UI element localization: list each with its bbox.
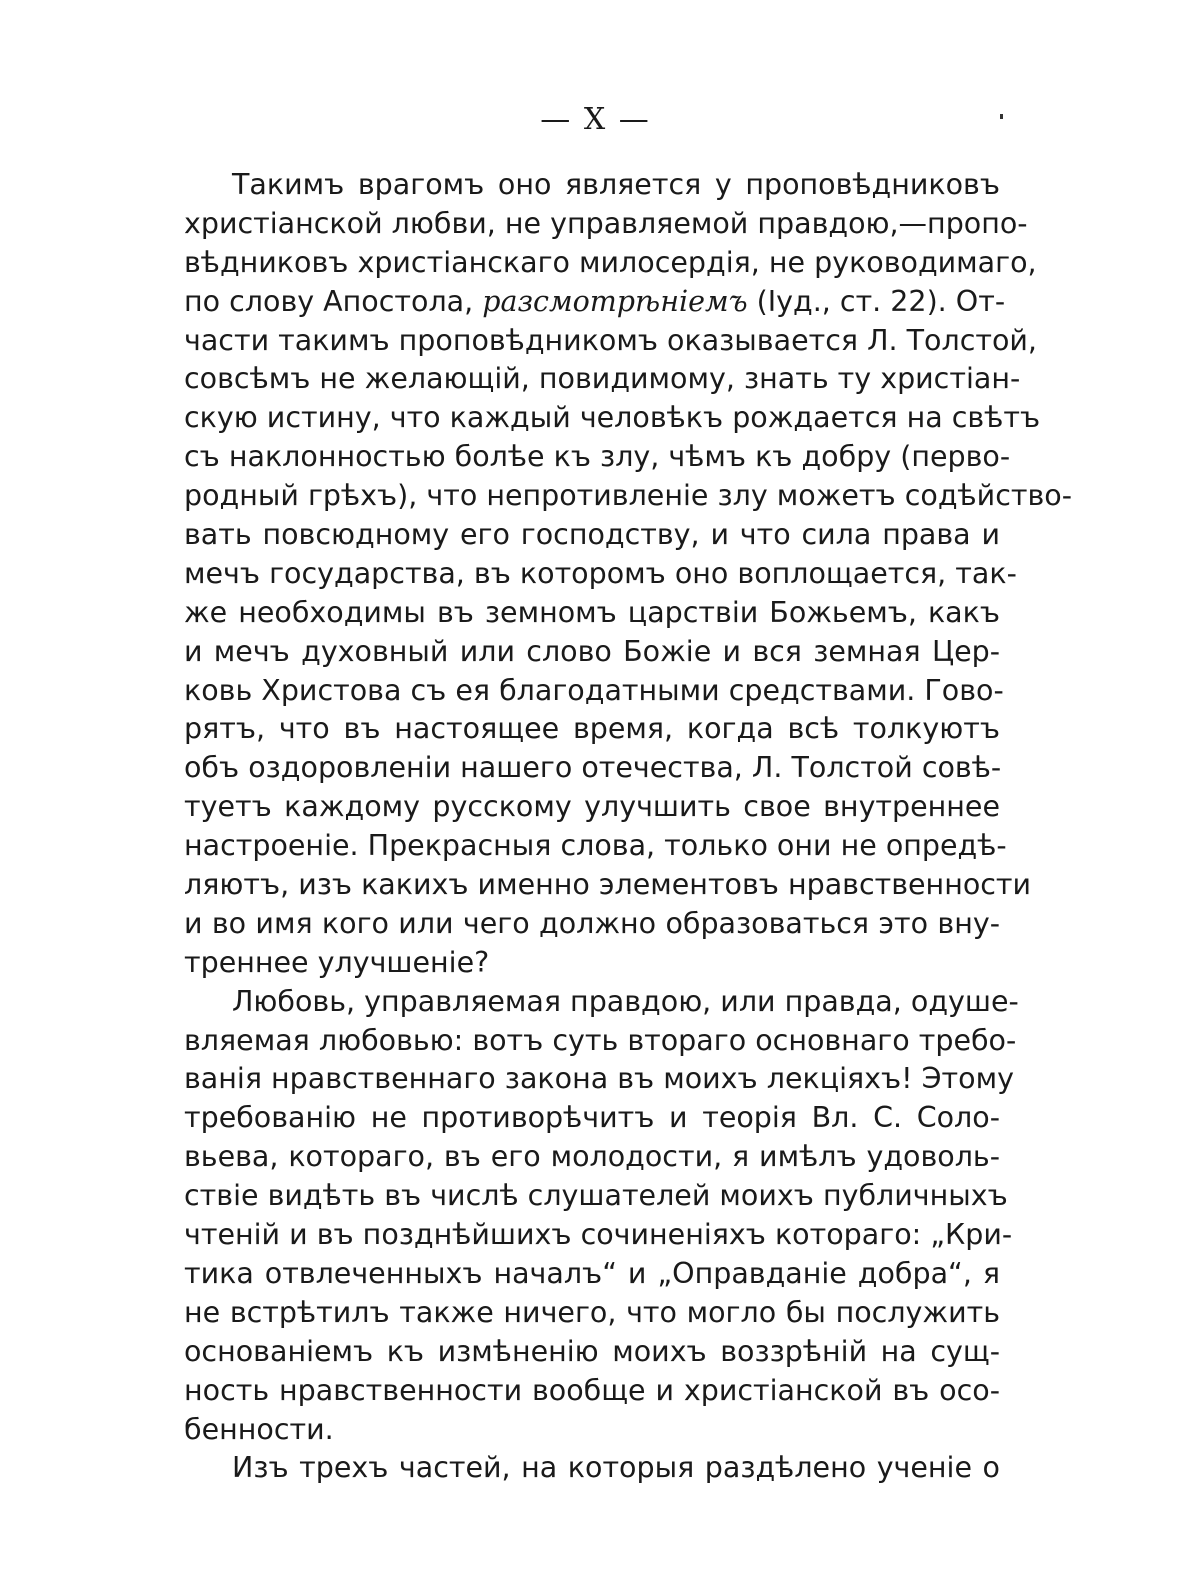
text-line: [184, 1022, 1017, 1061]
line-text: чтеній и въ позднѣйшихъ сочиненіяхъ котораго: „Кри-: [184, 1218, 1013, 1252]
text-line: [184, 555, 1017, 594]
text-line: [184, 672, 1004, 711]
line-text: по слову Апостола,: [184, 284, 483, 318]
text-line: [184, 322, 1037, 361]
text-line: [184, 1449, 1000, 1488]
line-text: же необходимы въ земномъ царствіи Божьемъ, какъ: [184, 595, 1000, 629]
text-line: [184, 1177, 1008, 1216]
line-text: ствіе видѣть въ числѣ слушателей моихъ публичныхъ: [184, 1179, 1008, 1213]
line-text: настроеніе. Прекрасныя слова, только они не опредѣ-: [184, 829, 1007, 863]
text-line: [184, 399, 1041, 438]
line-text: основаніемъ къ измѣненію моихъ воззрѣній на сущ-: [184, 1334, 1000, 1368]
line-text: и мечъ духовный или слово Божіе и вся земная Цер-: [184, 634, 1000, 668]
line-text: ковь Христова съ ея благодатными средствами. Гово-: [184, 673, 1004, 707]
line-text: части такимъ проповѣдникомъ оказывается Л. Толстой,: [184, 323, 1037, 357]
line-text: мечъ государства, въ которомъ оно воплощается, так-: [184, 556, 1017, 590]
line-text: треннее улучшеніе?: [184, 945, 490, 979]
line-text: требованію не противорѣчитъ и теорія Вл. С. Соло-: [184, 1101, 1000, 1135]
line-text: вьева, котораго, въ его молодости, я имѣлъ удоволь-: [184, 1140, 1000, 1174]
line-text: родный грѣхъ), что непротивленіе злу можетъ содѣйство-: [184, 479, 1072, 513]
scan-speck: [1000, 114, 1003, 119]
text-line: [184, 1372, 1000, 1411]
text-line: [184, 1411, 1000, 1450]
text-line: [184, 1255, 1000, 1294]
line-text: Любовь, управляемая правдою, или правда, одуше-: [232, 984, 1019, 1018]
text-line: [184, 633, 1000, 672]
line-text: вляемая любовью: вотъ суть вторaго основнаго требо-: [184, 1023, 1017, 1057]
line-text: ность нравственности вообще и христіанской въ осо-: [184, 1373, 1000, 1407]
text-line: [184, 749, 1000, 788]
italic-term: разсмотрѣніемъ: [482, 284, 748, 318]
line-text: вать повсюдному его господству, и что сила права и: [184, 518, 1000, 552]
text-line: [184, 983, 1019, 1022]
text-line: [184, 360, 1021, 399]
line-text: съ наклонностью болѣе къ злу, чѣмъ къ добру (перво-: [184, 440, 1011, 474]
line-text: Изъ трехъ частей, на которыя раздѣлено ученіе о: [232, 1451, 1000, 1485]
page-number: — X —: [540, 102, 651, 137]
text-block: [184, 166, 1072, 1488]
line-text: Такимъ врагомъ оно является у проповѣдниковъ: [232, 168, 1000, 201]
line-text: скую истину, что каждый человѣкъ рождается на свѣтъ: [184, 401, 1041, 435]
text-line: [184, 283, 1006, 322]
line-text: вѣдниковъ христіанскаго милосердія, не руководимаго,: [184, 245, 1037, 279]
text-line: [184, 594, 1000, 633]
line-text: тика отвлеченныхъ началъ“ и „Оправданіе добра“, я: [184, 1256, 1000, 1290]
line-text: ляютъ, изъ какихъ именно элементовъ нравственности: [184, 868, 1032, 902]
text-line: [184, 477, 1072, 516]
line-text: рятъ, что въ настоящее время, когда всѣ толкуютъ: [184, 712, 1000, 746]
text-line: [184, 1060, 1014, 1099]
text-line: [184, 905, 1000, 944]
line-text: не встрѣтилъ также ничего, что могло бы послужить: [184, 1295, 1000, 1329]
text-line: [184, 166, 1000, 205]
line-text: (Іуд., ст. 22). От-: [747, 284, 1006, 318]
text-line: [184, 944, 1000, 983]
text-line: [184, 827, 1007, 866]
text-line: [184, 244, 1037, 283]
text-line: [184, 1333, 1000, 1372]
line-text: туетъ каждому русскому улучшить свое внутреннее: [184, 790, 1000, 824]
text-line: [184, 516, 1000, 555]
text-line: [184, 710, 1000, 749]
text-line: [184, 788, 1000, 827]
text-line: [184, 1294, 1000, 1333]
line-text: совсѣмъ не желающій, повидимому, знать ту христіан-: [184, 362, 1021, 396]
text-line: [184, 1216, 1013, 1255]
line-text: бенности.: [184, 1412, 334, 1446]
text-line: [184, 438, 1011, 477]
text-line: [184, 1099, 1000, 1138]
text-line: [184, 1138, 1000, 1177]
text-line: [184, 866, 1032, 905]
text-line: [184, 205, 1028, 244]
line-text: и во имя кого или чего должно образоваться это вну-: [184, 906, 1000, 940]
line-text: христіанской любви, не управляемой правдою,—пропо-: [184, 206, 1028, 240]
line-text: ванія нравственнаго закона въ моихъ лекціяхъ! Этому: [184, 1062, 1014, 1096]
line-text: объ оздоровленіи нашего отечества, Л. Толстой совѣ-: [184, 751, 1002, 785]
